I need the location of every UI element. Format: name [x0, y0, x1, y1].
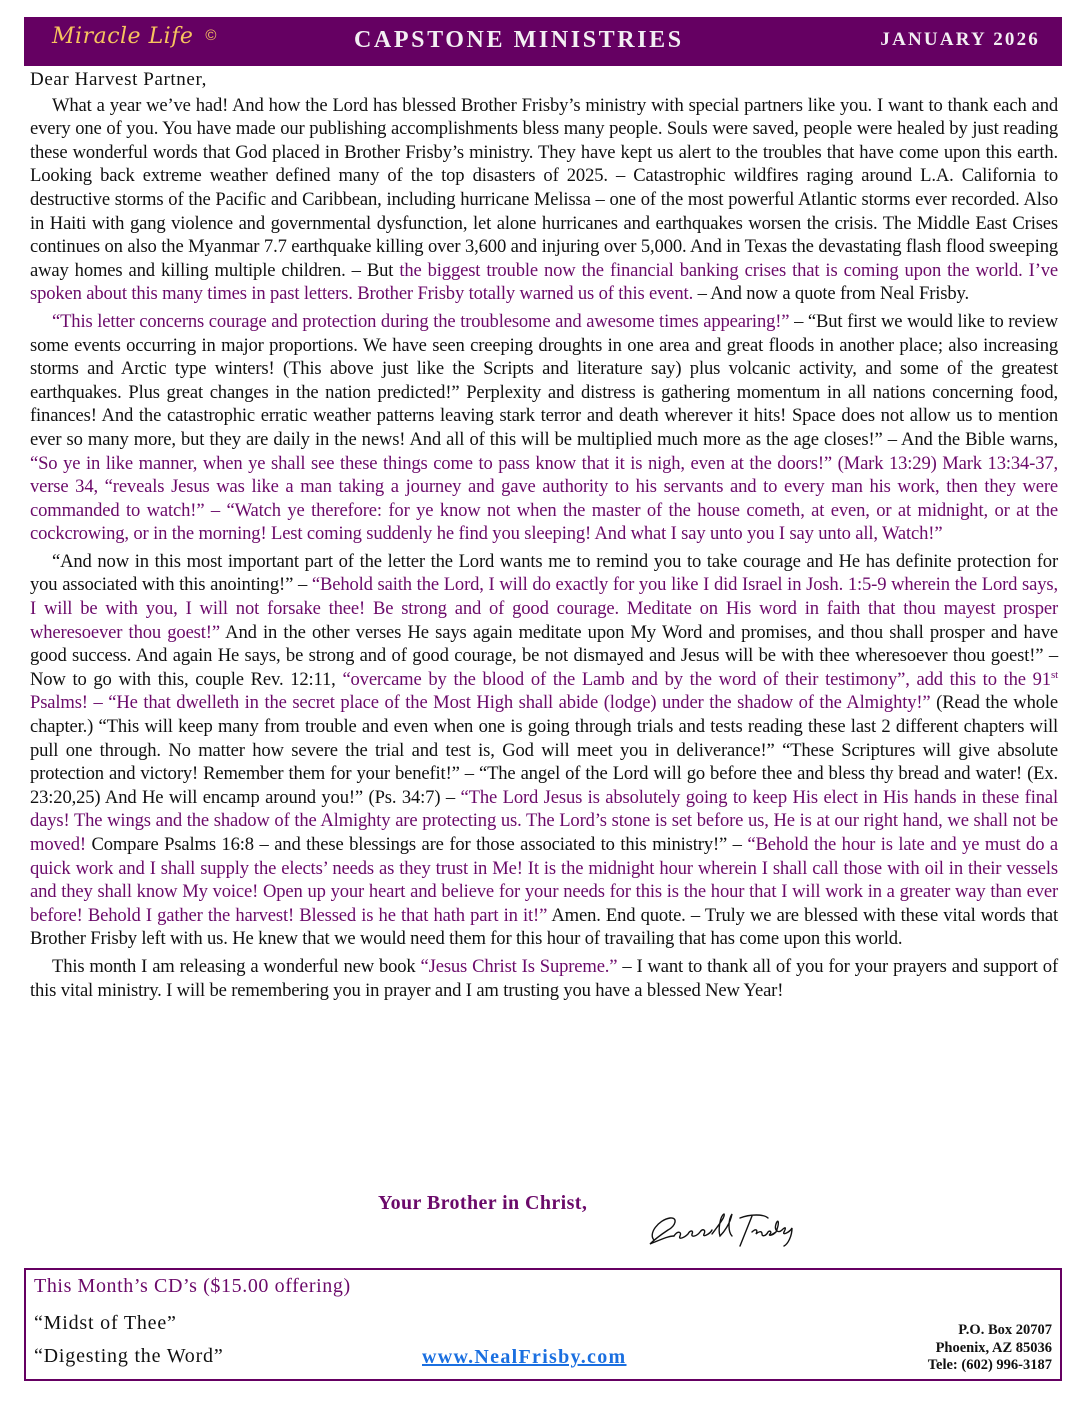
website-link[interactable]: www.NealFrisby.com: [422, 1346, 627, 1368]
po-box: P.O. Box 20707: [958, 1322, 1052, 1338]
letter-body: [30, 68, 1058, 1006]
letter-paragraph: [30, 955, 1058, 1002]
highlighted-quote: “This letter concerns courage and protection during the troublesome and awesome times appearing!”: [52, 310, 790, 332]
letter-paragraph: [30, 310, 1058, 546]
cd-title: “Midst of Thee”: [34, 1312, 177, 1334]
highlighted-quote: “overcame by the blood of the Lamb and by the word of their testimony”, add this to the 91: [342, 668, 1051, 690]
cd-offering-box: [24, 1268, 1062, 1381]
body-text: – “But first we would like to review some events occurring in major proportions. We have seen creeping droughts in one area and great floods in another place; also increasing storms and Arctic type winters! (This above just like the Scripts and literature say) plus volcanic activity, and some of the greatest earthquakes. Plus great changes in the nation predicted!” Perplexity and distress is gathering momentum in all nations concerning food, finances! And the catastrophic erratic weather patterns leaving stark terror and death wherever it hits! Space does not allow us to mention ever so many more, but they are daily in the news! And all of this will be multiplied much more as the age closes!” – And the Bible warns,: [30, 310, 1058, 450]
highlighted-quote: “The Lord Jesus is absolutely going to keep His elect in His hands in these final days! The wings and the shadow of the Almighty are protecting us. The Lord’s stone is set before us, He is at our right hand, we shall not be moved!: [30, 786, 1058, 855]
body-text: – And now a quote from Neal Frisby.: [693, 283, 969, 305]
cd-title: “Digesting the Word”: [34, 1345, 224, 1367]
signature-image: [640, 1206, 830, 1256]
body-text: This month I am releasing a wonderful new book: [52, 955, 421, 977]
copyright-icon: ©: [205, 27, 217, 44]
issue-date: JANUARY 2026: [880, 29, 1040, 50]
organization-title: CAPSTONE MINISTRIES: [354, 27, 684, 53]
brand-name: Miracle Life: [52, 24, 194, 49]
brand-logo: [52, 24, 217, 49]
salutation: Dear Harvest Partner,: [30, 69, 207, 90]
highlighted-quote: “Behold the hour is late and ye must do a quick work and I shall supply the elects’ needs as they trust in Me! It is the midnight hour wherein I shall call those with oil in their vessels and they shall know My voice! Open up your heart and believe for your needs for this is the hour that I will work in a greater way than ever before! Behold I gather the harvest! Blessed is he that hath part in it!”: [30, 834, 1059, 926]
body-text: – I want to thank all of you for your prayers and support of this vital ministry. I will be remembering you in prayer and I am trusting you have a blessed New Year!: [30, 955, 1058, 1001]
body-text: What a year we’ve had! And how the Lord has blessed Brother Frisby’s ministry with special partners like you. I want to thank each and every one of you. You have made our publishing accomplishments bless many people. Souls were saved, people were healed by just reading these wonderful words that God placed in Brother Frisby’s ministry. They have kept us alert to the troubles that have come upon this earth. Looking back extreme weather defined many of the top disasters of 2025. – Catastrophic wildfires raging around L.A. California to destructive storms of the Pacific and Caribbean, including hurricane Melissa – one of the most powerful Atlantic storms ever recorded. Also in Haiti with gang violence and governmental dysfunction, let alone hurricanes and earthquakes worsen the crisis. The Middle East Crises continues on also the Myanmar 7.7 earthquake killing over 3,600 and injuring over 5,000. And in Texas the devastating flash flood sweeping away homes and killing multiple children. – But: [30, 94, 1058, 281]
cd-offering-heading: This Month’s CD’s ($15.00 offering): [34, 1275, 351, 1297]
masthead: [24, 17, 1062, 66]
letter-paragraphs: [30, 94, 1058, 1003]
highlighted-quote: Psalms! – “He that dwelleth in the secret place of the Most High shall abide (lodge) under the shadow of the Almighty!”: [30, 692, 931, 714]
body-text: And in the other verses He says again meditate upon My Word and promises, and thou shall prosper and have good success. And again He says, be strong and of good courage, be not dismayed and Jesus will be with thee wheresoever thou goest!” – Now to go with this, couple Rev. 12:11,: [30, 621, 1058, 690]
body-text: Compare Psalms 16:8 – and these blessings are for those associated to this ministry!” –: [85, 834, 748, 855]
phone-number: Tele: (602) 996-3187: [927, 1357, 1052, 1373]
closing-line: Your Brother in Christ,: [378, 1192, 588, 1214]
mailing-address: [928, 1322, 1052, 1375]
highlighted-quote: “Jesus Christ Is Supreme.”: [420, 955, 618, 977]
body-text: Amen. End quote. – Truly we are blessed with these vital words that Brother Frisby left with us. He knew that we would need them for this hour of travailing that has come upon this world.: [30, 904, 1058, 950]
highlighted-quote: st: [1050, 668, 1058, 681]
body-text: (Read the whole chapter.) “This will keep many from trouble and even when one is going through trials and tests reading these last 2 different chapters will pull one through. No matter how severe the trial and test is, God will meet you in deliverance!” “These Scriptures will give absolute protection and victory! Remember them for your benefit!” – “The angel of the Lord will go before thee and bless thy bread and water! (Ex. 23:20,25) And He will encamp around you!” (Ps. 34:7) –: [30, 692, 1058, 808]
highlighted-quote: the biggest trouble now the financial banking crises that is coming upon the world. I’ve spoken about this many times in past letters. Brother Frisby totally warned us of this event.: [30, 259, 1058, 305]
body-text: “And now in this most important part of the letter the Lord wants me to remind you to take courage and He has definite protection for you associated with this anointing!” –: [30, 550, 1058, 596]
letter-paragraph: [30, 550, 1058, 951]
city-state-zip: Phoenix, AZ 85036: [935, 1339, 1052, 1356]
letter-paragraph: [30, 94, 1058, 306]
highlighted-quote: “Behold saith the Lord, I will do exactly for you like I did Israel in Josh. 1:5-9 wherein the Lord says, I will be with you, I will not forsake thee! Be strong and of good courage. Meditate on His word in faith that thou mayest prosper wheresoever thou goest!”: [30, 574, 1058, 643]
highlighted-quote: “So ye in like manner, when ye shall see these things come to pass know that it is nigh, even at the doors!” (Mark 13:29) Mark 13:34-37, verse 34, “reveals Jesus was like a man taking a journey and gave authority to his servants and to every man his work, then they were commanded to watch!” – “Watch ye therefore: for ye know not when the master of the house cometh, at even, or at midnight, or at the cockcrowing, or in the morning! Lest coming suddenly he find you sleeping! And what I say unto you I say unto all, Watch!”: [30, 452, 1058, 545]
